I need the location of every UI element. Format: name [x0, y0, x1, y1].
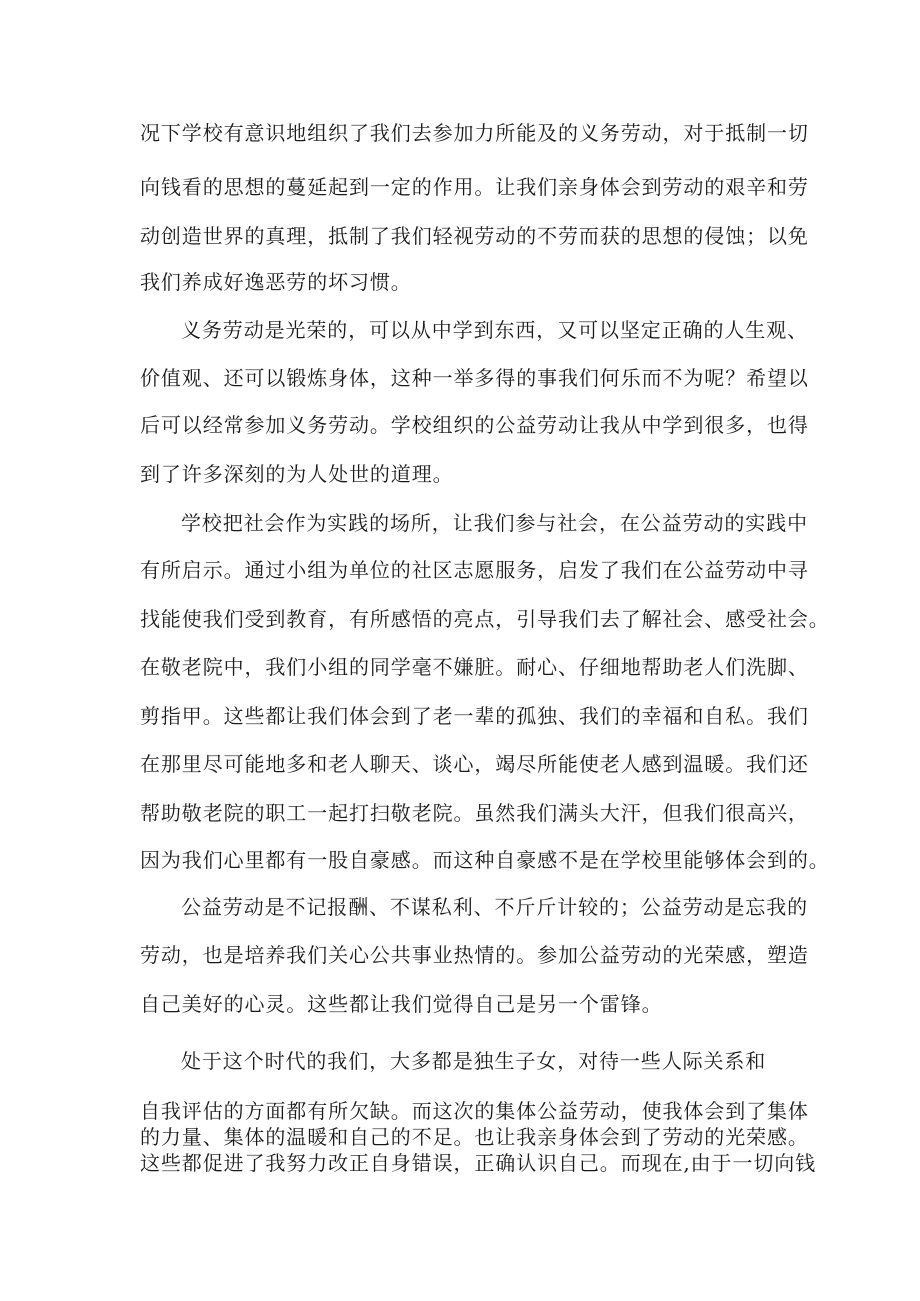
- text-line: 自我评估的方面都有所欠缺。而这次的集体公益劳动，使我体会到了集体: [140, 1099, 809, 1123]
- text-line: 处于这个时代的我们，大多都是独生子女，对待一些人际关系和: [181, 1049, 767, 1073]
- text-line: 动创造世界的真理，抵制了我们轻视劳动的不劳而获的思想的侵蚀；以免: [140, 224, 809, 248]
- text-line: 后可以经常参加义务劳动。学校组织的公益劳动让我从中学到很多，也得: [140, 413, 809, 437]
- text-line: 公益劳动是不记报酬、不谋私利、不斤斤计较的；公益劳动是忘我的: [181, 895, 808, 919]
- text-line: 义务劳动是光荣的，可以从中学到东西，又可以坚定正确的人生观、: [181, 318, 808, 342]
- text-line: 因为我们心里都有一股自豪感。而这种自豪感不是在学校里能够体会到的。: [140, 848, 830, 872]
- text-line: 帮助敬老院的职工一起打扫敬老院。虽然我们满头大汗，但我们很高兴，: [140, 801, 809, 825]
- text-line: 有所启示。通过小组为单位的社区志愿服务，启发了我们在公益劳动中寻: [140, 558, 809, 582]
- text-line: 这些都促进了我努力改正自身错误，正确认识自己。而现在,由于一切向钱: [140, 1151, 817, 1175]
- text-line: 自己美好的心灵。这些都让我们觉得自己是另一个雷锋。: [140, 992, 663, 1016]
- text-line: 学校把社会作为实践的场所，让我们参与社会，在公益劳动的实践中: [181, 511, 808, 535]
- text-line: 剪指甲。这些都让我们体会到了老一辈的孤独、我们的幸福和自私。我们: [140, 704, 809, 728]
- text-line: 在那里尽可能地多和老人聊天、谈心，竭尽所能使老人感到温暖。我们还: [140, 752, 809, 776]
- text-line: 找能使我们受到教育，有所感悟的亮点，引导我们去了解社会、感受社会。: [140, 607, 830, 631]
- text-line: 的力量、集体的温暖和自己的不足。也让我亲身体会到了劳动的光荣感。: [140, 1125, 809, 1149]
- text-line: 况下学校有意识地组织了我们去参加力所能及的义务劳动，对于抵制一切: [140, 121, 809, 145]
- text-line: 在敬老院中，我们小组的同学毫不嫌脏。耐心、仔细地帮助老人们洗脚、: [140, 655, 809, 679]
- text-line: 到了许多深刻的为人处世的道理。: [140, 462, 454, 486]
- text-line: 我们养成好逸恶劳的坏习惯。: [140, 270, 412, 294]
- text-line: 价值观、还可以锻炼身体，这种一举多得的事我们何乐而不为呢？希望以: [140, 366, 809, 390]
- text-line: 劳动，也是培养我们关心公共事业热情的。参加公益劳动的光荣感，塑造: [140, 943, 809, 967]
- text-line: 向钱看的思想的蔓延起到一定的作用。让我们亲身体会到劳动的艰辛和劳: [140, 175, 809, 199]
